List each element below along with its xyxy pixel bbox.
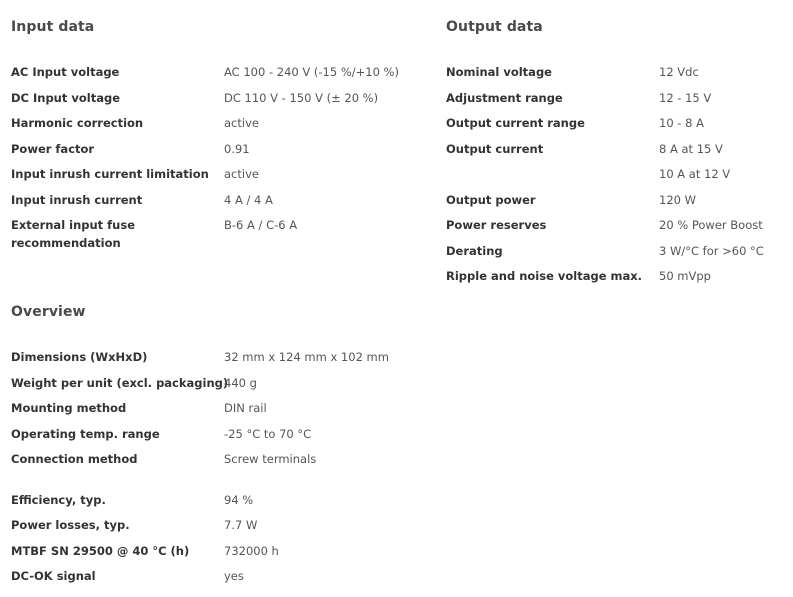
spec-value: AC 100 - 240 V (-15 %/+10 %) xyxy=(224,65,399,79)
spec-value: 20 % Power Boost xyxy=(659,218,763,232)
spec-value: 732000 h xyxy=(224,544,279,558)
spec-value: 94 % xyxy=(224,493,254,507)
spec-label: Connection method xyxy=(11,452,138,466)
spec-label: Output current xyxy=(446,142,544,156)
spec-value: 8 A at 15 V xyxy=(659,142,723,156)
spec-label: Output current range xyxy=(446,116,585,130)
spec-value: 3 W/°C for >60 °C xyxy=(659,244,764,258)
spec-value: DIN rail xyxy=(224,401,267,415)
spec-label: Power losses, typ. xyxy=(11,518,130,532)
spec-value: 32 mm x 124 mm x 102 mm xyxy=(224,350,389,364)
spec-label: Input inrush current limitation xyxy=(11,167,209,181)
spec-label: Harmonic correction xyxy=(11,116,144,130)
spec-value: active xyxy=(224,167,259,181)
spec-label: Output power xyxy=(446,193,536,207)
spec-value: yes xyxy=(224,569,244,583)
spec-value: 4 A / 4 A xyxy=(224,193,273,207)
spec-label: Input inrush current xyxy=(11,193,143,207)
overview-heading: Overview xyxy=(11,304,86,320)
spec-label: Adjustment range xyxy=(446,91,563,105)
spec-label: Mounting method xyxy=(11,401,127,415)
spec-label: Derating xyxy=(446,244,503,258)
spec-value: DC 110 V - 150 V (± 20 %) xyxy=(224,91,379,105)
spec-label: Efficiency, typ. xyxy=(11,493,106,507)
spec-value: B-6 A / C-6 A xyxy=(224,218,298,232)
spec-label: DC-OK signal xyxy=(11,569,96,583)
spec-value: Screw terminals xyxy=(224,452,317,466)
spec-value: 50 mVpp xyxy=(659,269,711,283)
spec-value: 0.91 xyxy=(224,142,250,156)
spec-value: 10 - 8 A xyxy=(659,116,704,130)
spec-value: 440 g xyxy=(224,376,257,390)
input-data-section xyxy=(11,18,411,258)
spec-value: 10 A at 12 V xyxy=(659,167,731,181)
spec-label: Nominal voltage xyxy=(446,65,552,79)
overview-section xyxy=(11,303,411,593)
spec-label: Operating temp. range xyxy=(11,427,160,441)
spec-label: Weight per unit (excl. packaging) xyxy=(11,376,229,390)
spec-label: Power factor xyxy=(11,142,95,156)
spec-value: 120 W xyxy=(659,193,696,207)
spec-label: DC Input voltage xyxy=(11,91,121,105)
spec-value: active xyxy=(224,116,259,130)
spec-label: Power reserves xyxy=(446,218,547,232)
spec-value: 7.7 W xyxy=(224,518,258,532)
output-data-heading: Output data xyxy=(446,19,543,35)
spec-value: -25 °C to 70 °C xyxy=(224,427,312,441)
spec-label: Ripple and noise voltage max. xyxy=(446,269,643,283)
output-data-section xyxy=(446,18,786,288)
spec-value: 12 - 15 V xyxy=(659,91,712,105)
input-data-heading: Input data xyxy=(11,19,95,35)
spec-label: External input fuse recommendation xyxy=(11,218,136,250)
spec-label: MTBF SN 29500 @ 40 °C (h) xyxy=(11,544,190,558)
spec-label: Dimensions (WxHxD) xyxy=(11,350,148,364)
spec-label: AC Input voltage xyxy=(11,65,120,79)
spec-value: 12 Vdc xyxy=(659,65,699,79)
